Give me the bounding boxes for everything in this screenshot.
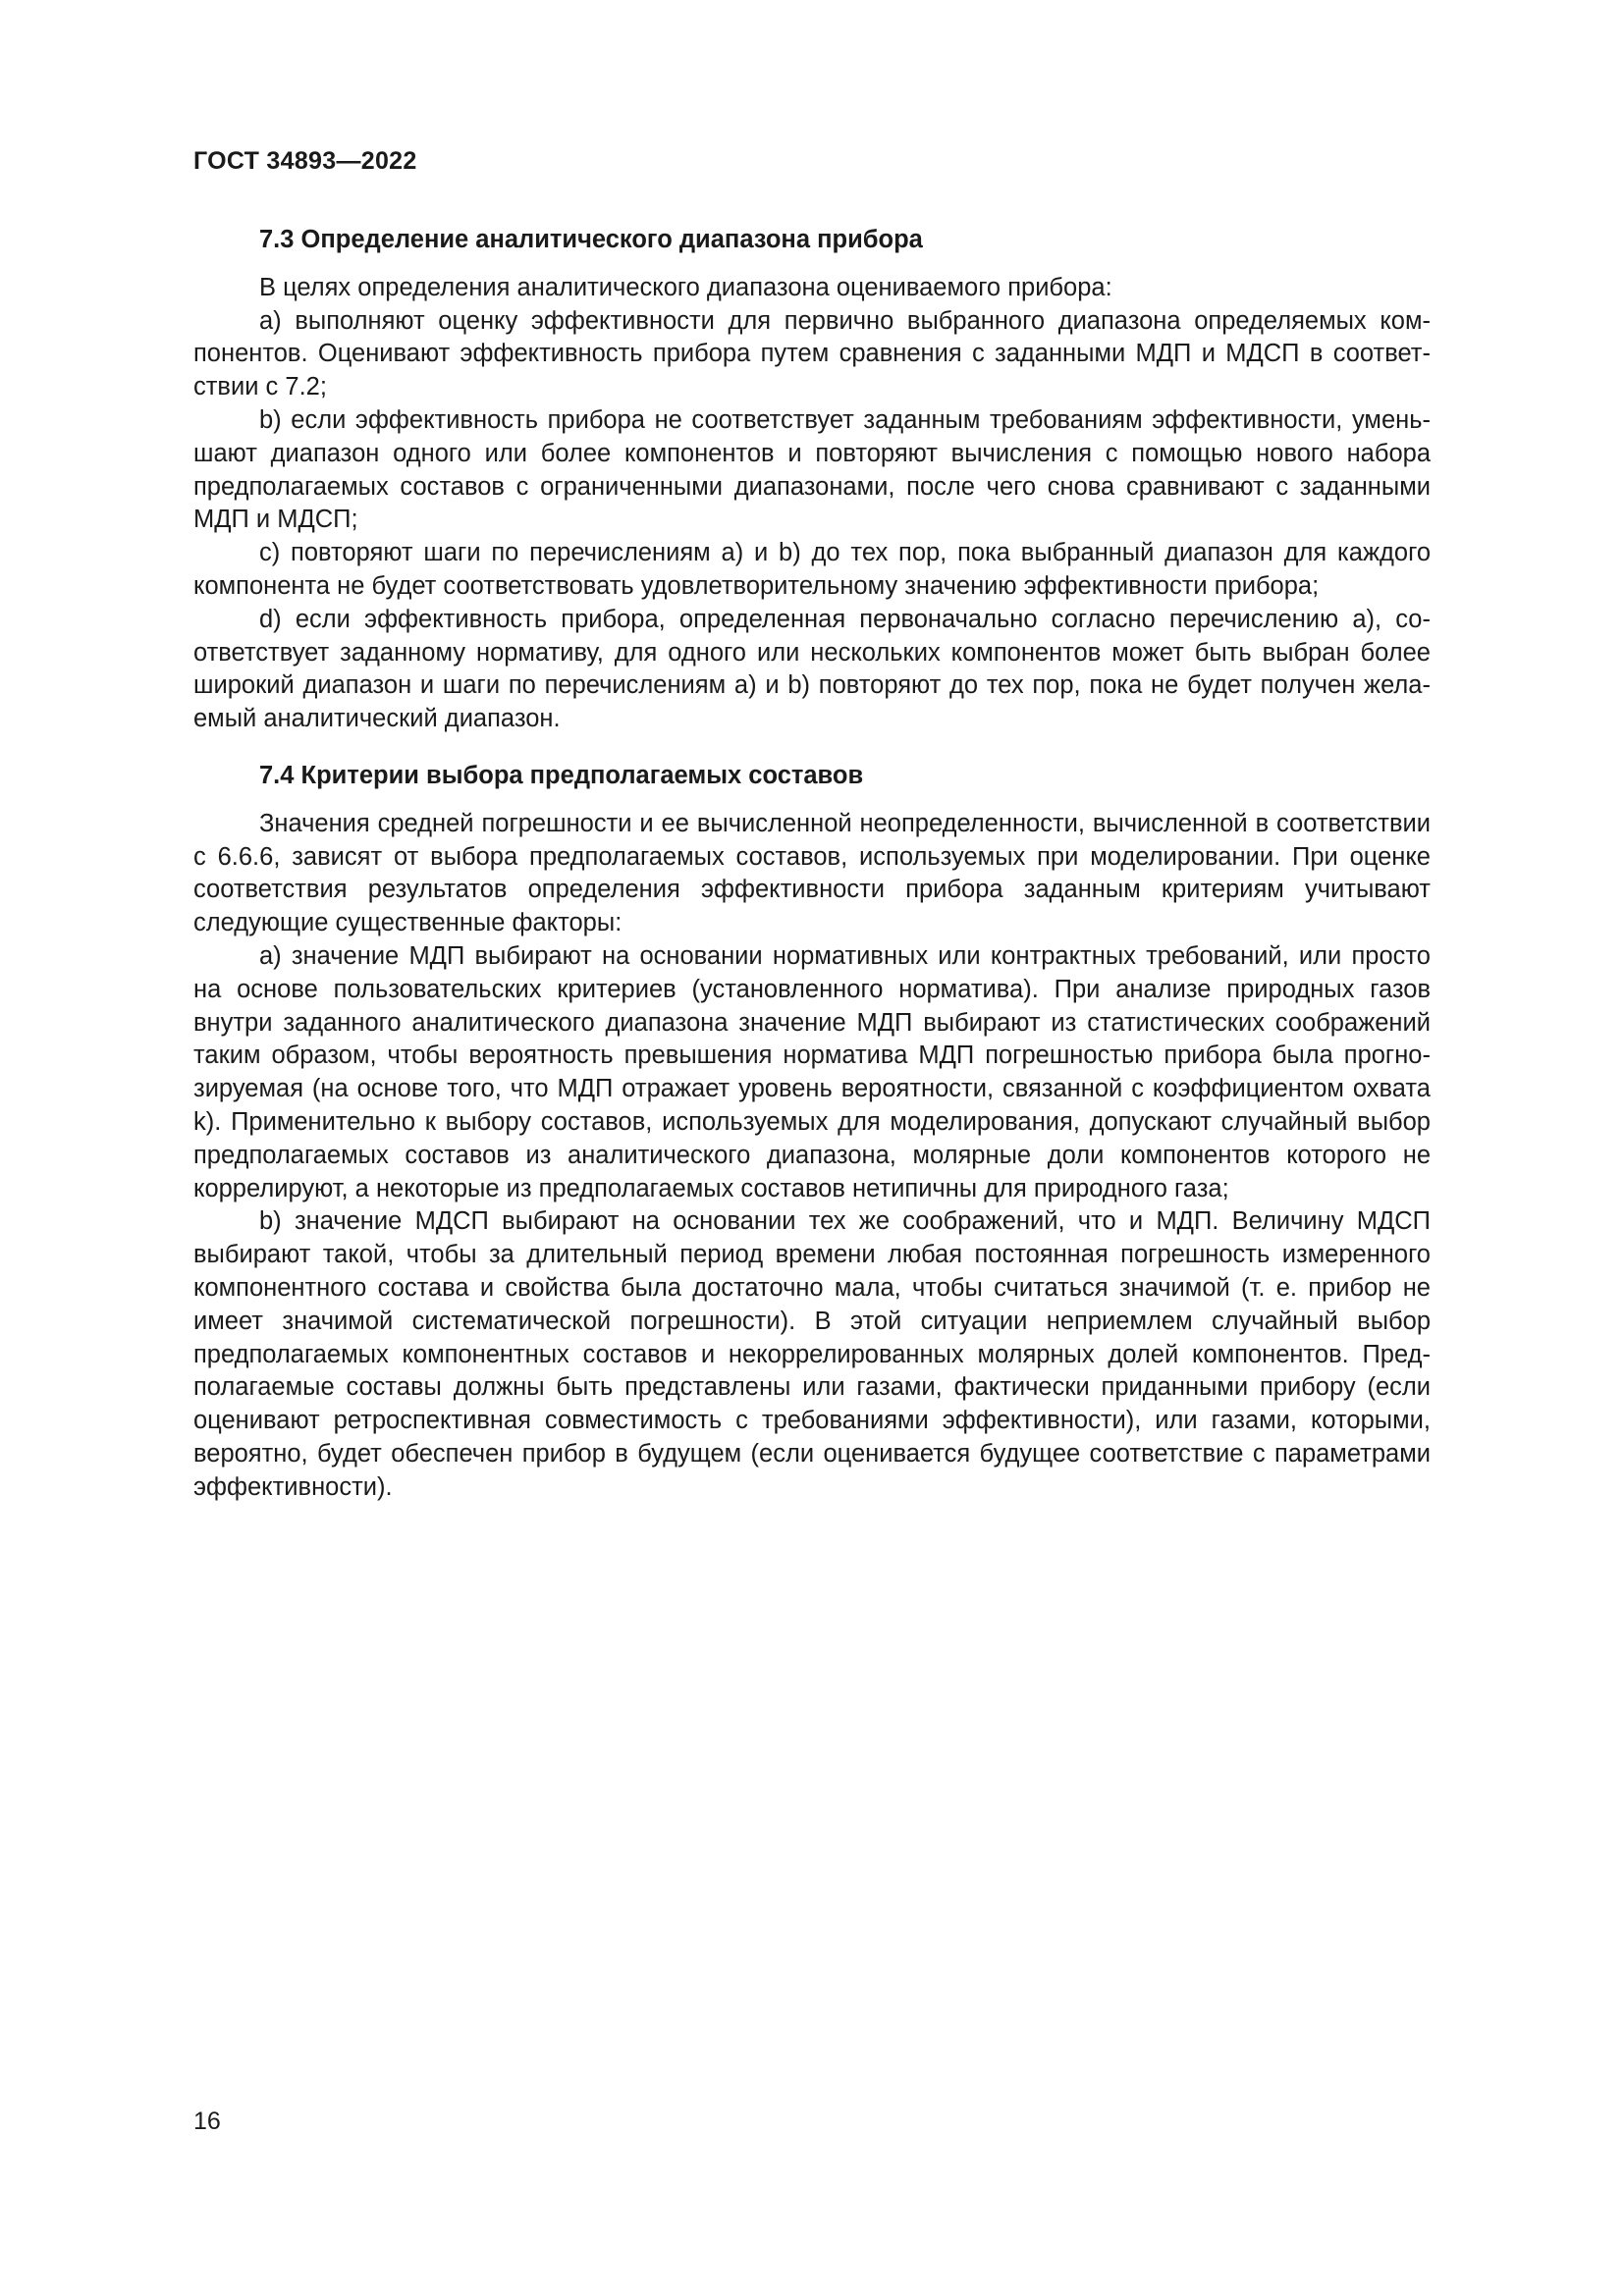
list-item-a: a) выполняют оценку эффективности для первично выбранного диапазона определяемых компонентов. Оценивают эффективность прибора путем сравнения с заданными МДП и МДСП в соответствии с 7.2; xyxy=(193,306,1431,401)
document-header: ГОСТ 34893—2022 xyxy=(193,147,417,175)
paragraph: Значения средней погрешности и ее вычисленной неопределенности, вычисленной в соответствии с 6.6.6, зависят от выбора предполагаемых составов, используемых при моделировании. При оценке соответствия результатов определения эффективности прибора заданным критериям учитывают следующие существенные факторы: xyxy=(193,809,1431,937)
list-item-c: c) повторяют шаги по перечислениям a) и b) до тех пор, пока выбранный диапазон для каждого компонента не будет соответствовать удовлетворительному значению эффективности прибора; xyxy=(193,539,1431,600)
document-body xyxy=(193,224,1431,1504)
section-title-7-4: 7.4 Критерии выбора предполагаемых составов xyxy=(259,761,864,789)
section-title-7-3: 7.3 Определение аналитического диапазона прибора xyxy=(259,226,923,253)
list-item-d: d) если эффективность прибора, определенная первоначально согласно перечислению a), соответствует заданному нормативу, для одного или нескольких компонентов может быть выбран более широкий диапазон и шаги по перечислениям a) и b) повторяют до тех пор, пока не будет получен желаемый аналитический диапазон. xyxy=(193,605,1431,733)
page-number: 16 xyxy=(193,2108,221,2135)
paragraph: В целях определения аналитического диапазона оцениваемого прибора: xyxy=(259,273,1112,301)
list-item-b: b) значение МДСП выбирают на основании тех же соображений, что и МДП. Величину МДСП выбирают такой, чтобы за длительный период времени любая постоянная погрешность измеренного компонентного состава и свойства была достаточно мала, чтобы считаться значимой (т. е. прибор не имеет значимой систематической погрешности). В этой ситуации неприемлем случайный выбор предполагаемых компонентных составов и некоррелированных молярных долей компонентов. Предполагаемые составы должны быть представлены или газами, фактически приданными прибору (если оценивают ретроспективная совместимость с требованиями эффективности), или газами, которыми, вероятно, будет обеспечен прибор в будущем (если оценивается будущее соответствие с параметрами эффективности). xyxy=(193,1207,1431,1501)
list-item-a: a) значение МДП выбирают на основании нормативных или контрактных требований, или просто на основе пользовательских критериев (установленного норматива). При анализе природных газов внутри заданного аналитического диапазона значение МДП выбирают из статистических соображений таким образом, чтобы вероятность превышения норматива МДП погрешностью прибора была прогнозируемая (на основе того, что МДП отражает уровень вероятности, связанной с коэффициентом охвата k). Применительно к выбору составов, используемых для моделирования, допускают случайный выбор предполагаемых составов из аналитического диапазона, молярные доли компонентов которого не коррелируют, а некоторые из предполагаемых составов нетипичны для природного газа; xyxy=(193,941,1431,1202)
list-item-b: b) если эффективность прибора не соответствует заданным требованиям эффективности, уменьшают диапазон одного или более компонентов и повторяют вычисления с помощью нового набора предполагаемых составов с ограниченными диапазонами, после чего снова сравнивают с заданными МДП и МДСП; xyxy=(193,405,1431,534)
